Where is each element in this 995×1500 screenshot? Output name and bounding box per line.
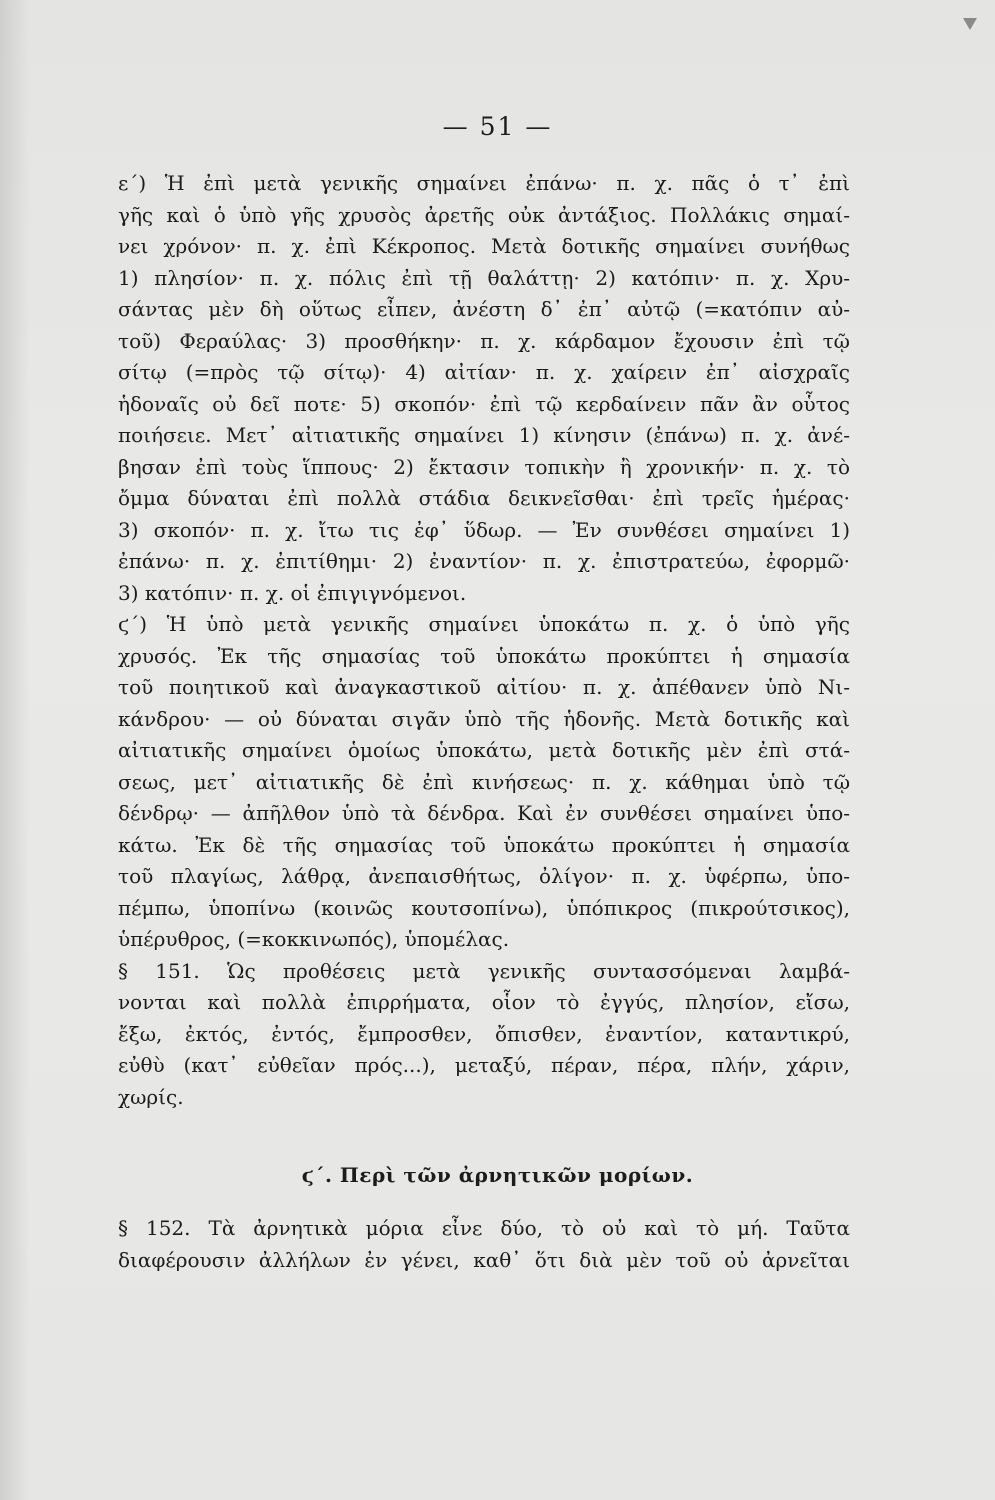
text-line: ἡδοναῖς οὐ δεῖ ποτε· 5) σκοπόν· ἐπὶ τῷ κερδαίνειν πᾶν ἂν οὗτος	[118, 391, 850, 416]
text-line: κάνδρου· — οὐ δύναται σιγᾶν ὑπὸ τῆς ἡδονῆς. Μετὰ δοτικῆς καὶ	[118, 706, 850, 731]
text-line: βησαν ἐπὶ τοὺς ἵππους· 2) ἔκτασιν τοπικὴν ἢ χρονικήν· π. χ. τὸ	[118, 454, 850, 479]
text-line: γῆς καὶ ὁ ὑπὸ γῆς χρυσὸς ἀρετῆς οὐκ ἀντάξιος. Πολλάκις σημαί-	[118, 202, 850, 227]
text-line: δένδρῳ· — ἀπῆλθον ὑπὸ τὰ δένδρα. Καὶ ἐν συνθέσει σημαίνει ὑπο-	[118, 801, 850, 825]
text-line: 1) πλησίον· π. χ. πόλις ἐπὶ τῇ θαλάττῃ· 2) κατόπιν· π. χ. Χρυ-	[118, 265, 850, 290]
text-line: εὐθὺ (κατ᾽ εὐθεῖαν πρός...), μεταξύ, πέραν, πέρα, πλήν, χάριν,	[118, 1053, 850, 1077]
text-line: σάντας μὲν δὴ οὕτως εἶπεν, ἀνέστη δ᾽ ἐπ᾽ αὐτῷ (=κατόπιν αὐ-	[118, 297, 850, 321]
body-text-section1	[118, 168, 850, 1113]
text-line: ποιήσειε. Μετ᾽ αἰτιατικῆς σημαίνει 1) κίνησιν (ἐπάνω) π. χ. ἀνέ-	[118, 423, 850, 447]
text-line: σίτῳ (=πρὸς τῷ σίτῳ)· 4) αἰτίαν· π. χ. χαίρειν ἐπ᾽ αἰσχραῖς	[118, 360, 850, 384]
text-line: χωρίς.	[118, 1084, 184, 1109]
page-fold-shadow	[0, 0, 30, 1500]
text-line: σεως, μετ᾽ αἰτιατικῆς δὲ ἐπὶ κινήσεως· π. χ. κάθημαι ὑπὸ τῷ	[118, 769, 850, 794]
text-line: ὑπέρυθρος, (=κοκκινωπός), ὑπομέλας.	[118, 927, 510, 951]
text-line: ἔξω, ἐκτός, ἐντός, ἔμπροσθεν, ὄπισθεν, ἐναντίον, καταντικρύ,	[118, 1021, 850, 1046]
text-line: ὄμμα δύναται ἐπὶ πολλὰ στάδια δεικνεῖσθαι· ἐπὶ τρεῖς ἡμέρας·	[118, 486, 850, 510]
text-line: πέμπω, ὑποπίνω (κοινῶς κουτσοπίνω), ὑπόπικρος (πικρούτσικος),	[118, 895, 850, 920]
text-line: κάτω. Ἐκ δὲ τῆς σημασίας τοῦ ὑποκάτω προκύπτει ἡ σημασία	[118, 832, 850, 857]
text-line: § 152. Τὰ ἀρνητικὰ μόρια εἶνε δύο, τὸ οὐ καὶ τὸ μή. Ταῦτα	[118, 1216, 850, 1240]
text-line: 3) σκοπόν· π. χ. ἴτω τις ἐφ᾽ ὕδωρ. — Ἐν συνθέσει σημαίνει 1)	[118, 517, 850, 542]
body-text-section2	[118, 1213, 850, 1276]
text-line: τοῦ ποιητικοῦ καὶ ἀναγκαστικοῦ αἰτίου· π. χ. ἀπέθανεν ὑπὸ Νι-	[118, 675, 850, 699]
corner-mark	[963, 18, 977, 30]
text-line: χρυσός. Ἐκ τῆς σημασίας τοῦ ὑποκάτω προκύπτει ἡ σημασία	[118, 643, 850, 668]
text-line: ἐπάνω· π. χ. ἐπιτίθημι· 2) ἐναντίον· π. χ. ἐπιστρατεύω, ἐφορμῶ·	[118, 549, 850, 573]
text-line: τοῦ) Φεραύλας· 3) προσθήκην· π. χ. κάρδαμον ἔχουσιν ἐπὶ τῷ	[118, 328, 850, 353]
text-line: τοῦ πλαγίως, λάθρᾳ, ἀνεπαισθήτως, ὀλίγον· π. χ. ὑφέρπω, ὑπο-	[118, 864, 850, 888]
text-line: αἰτιατικῆς σημαίνει ὁμοίως ὑποκάτω, μετὰ δοτικῆς μὲν ἐπὶ στά-	[118, 738, 850, 762]
section-heading: ϛ΄. Περὶ τῶν ἀρνητικῶν μορίων.	[301, 1163, 694, 1187]
text-line: 3) κατόπιν· π. χ. οἱ ἐπιγιγνόμενοι.	[118, 580, 467, 605]
text-line: ε΄) Ἡ ἐπὶ μετὰ γενικῆς σημαίνει ἐπάνω· π. χ. πᾶς ὁ τ᾽ ἐπὶ	[118, 171, 850, 195]
page-number: — 51 —	[442, 112, 553, 141]
text-line: § 151. Ὡς προθέσεις μετὰ γενικῆς συντασσόμεναι λαμβά-	[118, 958, 850, 983]
text-line: ϛ΄) Ἡ ὑπὸ μετὰ γενικῆς σημαίνει ὑποκάτω π. χ. ὁ ὑπὸ γῆς	[118, 612, 850, 636]
text-line: διαφέρουσιν ἀλλήλων ἐν γένει, καθ᾽ ὅτι διὰ μὲν τοῦ οὐ ἀρνεῖται	[118, 1247, 850, 1272]
text-line: νει χρόνον· π. χ. ἐπὶ Κέκροπος. Μετὰ δοτικῆς σημαίνει συνήθως	[118, 234, 850, 258]
text-line: νονται καὶ πολλὰ ἐπιρρήματα, οἷον τὸ ἐγγύς, πλησίον, εἴσω,	[118, 990, 850, 1014]
